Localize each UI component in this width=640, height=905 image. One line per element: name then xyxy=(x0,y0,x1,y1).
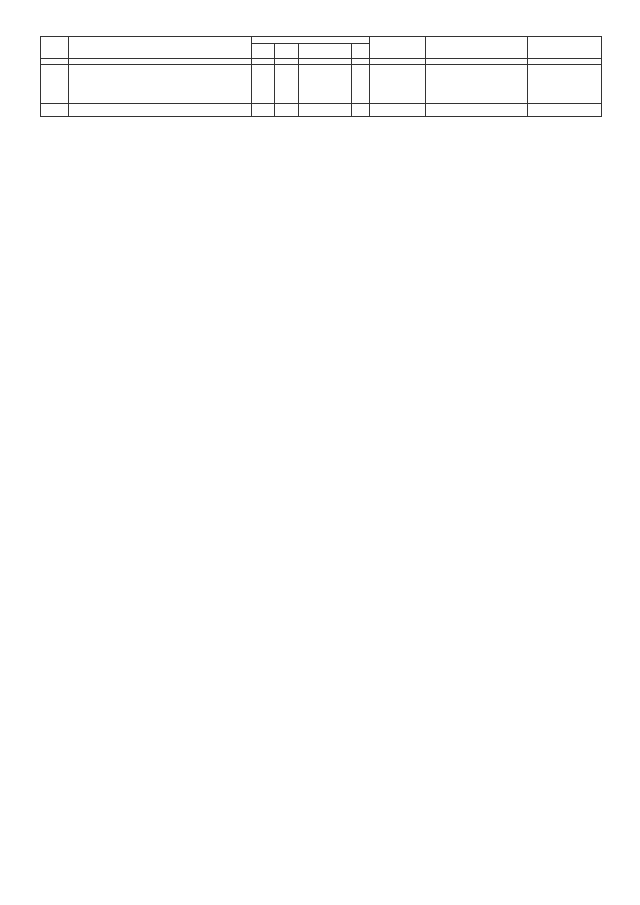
col-num-header xyxy=(41,37,69,59)
subprogram-sum xyxy=(528,104,602,117)
col-section-header xyxy=(275,44,299,59)
program-name xyxy=(69,65,252,104)
subprogram-name xyxy=(69,104,252,117)
subprogram-row xyxy=(41,104,602,117)
col-vr-header xyxy=(352,44,370,59)
subprogram-number xyxy=(41,104,69,117)
col-codes-group-header xyxy=(252,37,370,44)
program-block xyxy=(41,65,602,117)
col-main-manager-header xyxy=(370,37,426,59)
col-grbs-header xyxy=(252,44,275,59)
program-number xyxy=(41,65,69,104)
budget-table xyxy=(40,36,602,117)
col-ksr-header xyxy=(299,44,352,59)
col-recipient-header xyxy=(426,37,528,59)
col-volume-header xyxy=(528,37,602,59)
program-row xyxy=(41,65,602,104)
col-name-header xyxy=(69,37,252,59)
program-sum xyxy=(528,65,602,104)
